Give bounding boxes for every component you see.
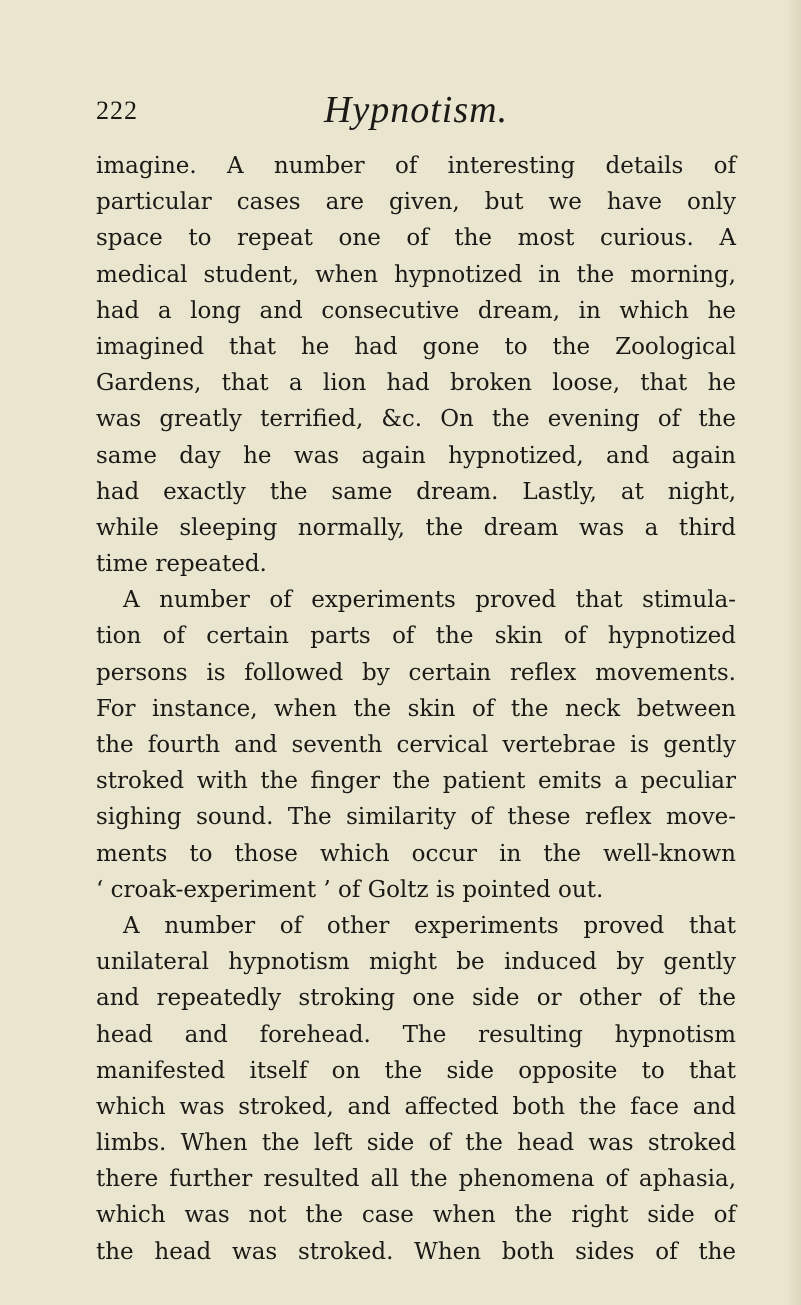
text-line: For instance, when the skin of the neck between (96, 695, 736, 722)
page-edge-shadow (787, 0, 801, 1305)
text-line: manifested itself on the side opposite to that (96, 1057, 736, 1084)
text-line-paragraph-start: A number of experiments proved that stimula- (123, 587, 736, 614)
text-line: ments to those which occur in the well-known (96, 840, 736, 867)
text-line: limbs. When the left side of the head was stroked (96, 1130, 736, 1157)
text-line: which was not the case when the right side of (96, 1202, 736, 1229)
text-line: unilateral hypnotism might be induced by gently (96, 949, 736, 976)
text-line: had exactly the same dream. Lastly, at night, (96, 478, 736, 505)
text-line: the fourth and seventh cervical vertebrae is gently (96, 732, 736, 758)
text-line: while sleeping normally, the dream was a third (96, 514, 736, 541)
text-line: space to repeat one of the most curious. A (96, 225, 736, 252)
text-line: was greatly terrified, &c. On the evening of the (96, 406, 736, 433)
text-line: head and forehead. The resulting hypnotism (96, 1021, 736, 1048)
text-line: which was stroked, and affected both the face and (96, 1093, 736, 1120)
text-line: there further resulted all the phenomena of aphasia, (96, 1166, 736, 1193)
body-text (96, 148, 736, 1270)
page-number: 222 (96, 96, 138, 125)
text-line: had a long and consecutive dream, in which he (96, 297, 736, 324)
text-line: and repeatedly stroking one side or other of the (96, 985, 736, 1012)
text-line: Gardens, that a lion had broken loose, that he (96, 370, 736, 397)
text-line: particular cases are given, but we have only (96, 189, 736, 216)
text-line: stroked with the finger the patient emits a peculiar (96, 768, 736, 795)
text-line: ‘ croak-experiment ’ of Goltz is pointed out. (96, 876, 604, 903)
text-line: the head was stroked. When both sides of the (96, 1238, 736, 1265)
text-line: persons is followed by certain reflex movements. (96, 659, 736, 686)
running-title: Hypnotism. (323, 89, 509, 131)
page-header (96, 88, 736, 138)
text-line: same day he was again hypnotized, and again (96, 442, 736, 469)
text-line: imagined that he had gone to the Zoological (96, 333, 736, 360)
text-line: time repeated. (96, 551, 267, 578)
text-line-paragraph-start: A number of other experiments proved that (123, 912, 736, 939)
text-line: sighing sound. The similarity of these reflex move- (96, 804, 736, 831)
text-line: tion of certain parts of the skin of hypnotized (96, 623, 736, 650)
text-line: imagine. A number of interesting details of (96, 153, 736, 179)
text-line: medical student, when hypnotized in the morning, (96, 261, 736, 288)
